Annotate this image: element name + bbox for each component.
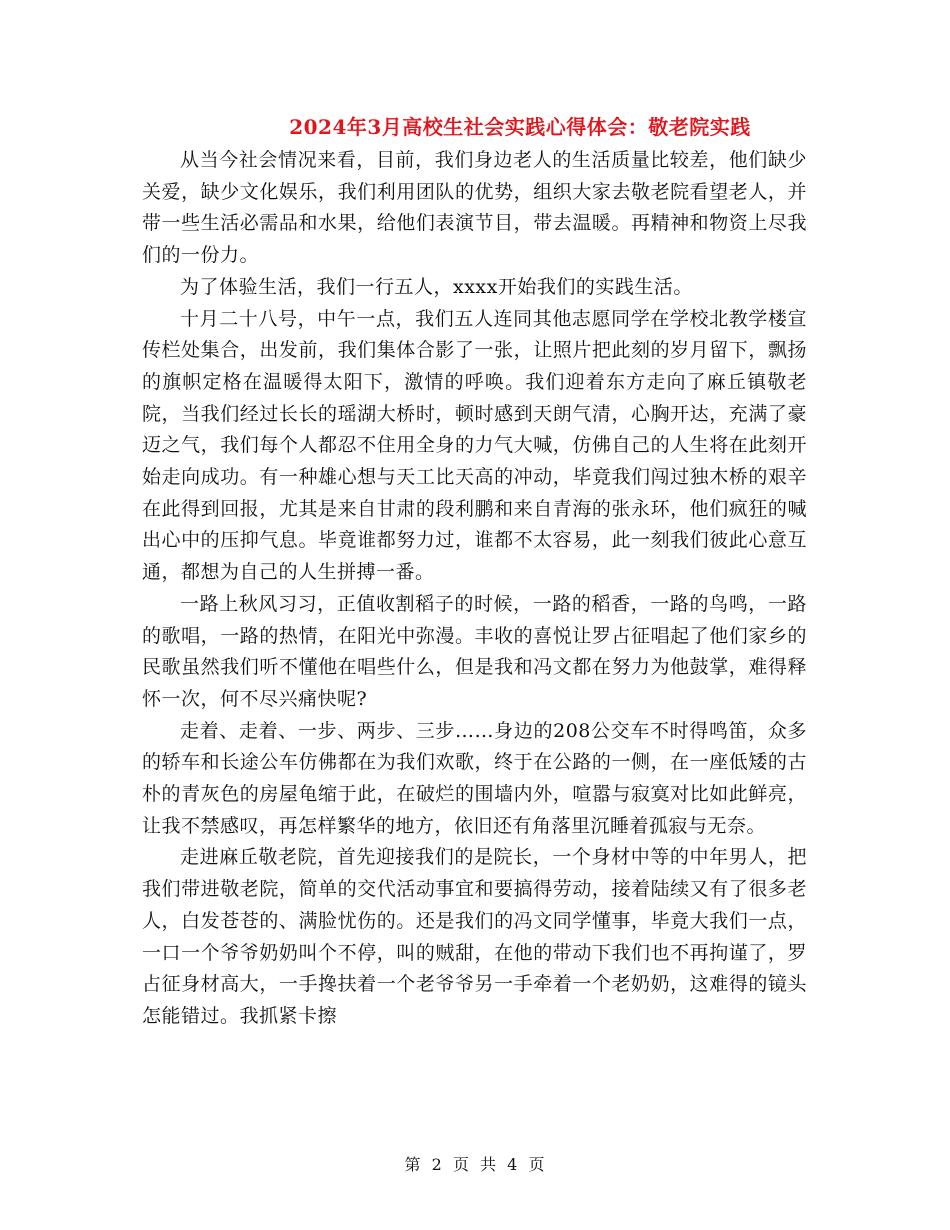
paragraph: 十月二十八号，中午一点，我们五人连同其他志愿同学在学校北教学楼宣传栏处集合，出发前，我们集体合影了一张，让照片把此刻的岁月留下，飘扬的旗帜定格在温暖得太阳下，激情的呼唤。我们迎着东方走向了麻丘镇敬老院，当我们经过长长的瑶湖大桥时，顿时感到天朗气清，心胸开达，充满了豪迈之气，我们每个人都忍不住用全身的力气大喊，仿佛自己的人生将在此刻开始走向成功。有一种雄心想与天工比天高的冲动，毕竟我们闯过独木桥的艰辛在此得到回报，尤其是来自甘肃的段利鹏和来自青海的张永环，他们疯狂的喊出心中的压抑气息。毕竟谁都努力过，谁都不太容易，此一刻我们彼此心意互通，都想为自己的人生拼搏一番。 <box>142 307 807 584</box>
footer-total-word: 共 <box>480 1155 498 1174</box>
document-title: 2024年3月高校生社会实践心得体会：敬老院实践 <box>289 115 751 139</box>
paragraph: 一路上秋风习习，正值收割稻子的时候，一路的稻香，一路的鸟鸣，一路的歌唱，一路的热情，在阳光中弥漫。丰收的喜悦让罗占征唱起了他们家乡的民歌虽然我们听不懂他在唱些什么，但是我和冯文都在努力为他鼓掌，难得释怀一次，何不尽兴痛快呢? <box>142 592 807 710</box>
total-pages-number: 4 <box>507 1155 519 1174</box>
paragraph: 走进麻丘敬老院，首先迎接我们的是院长，一个身材中等的中年男人，把我们带进敬老院，简单的交代活动事宜和要搞得劳动，接着陆续又有了很多老人，白发苍苍的、满脸忧伤的。还是我们的冯文同学懂事，毕竟大我们一点，一口一个爷爷奶奶叫个不停，叫的贼甜，在他的带动下我们也不再拘谨了，罗占征身材高大，一手搀扶着一个老爷爷另一手牵着一个老奶奶，这难得的镜头怎能错过。我抓紧卡擦 <box>142 846 807 1027</box>
document-body <box>142 145 807 1033</box>
footer-prefix: 第 <box>404 1155 422 1174</box>
paragraph: 从当今社会情况来看，目前，我们身边老人的生活质量比较差，他们缺少关爱，缺少文化娱乐，我们利用团队的优势，组织大家去敬老院看望老人，并带一些生活必需品和水果，给他们表演节目，带去温暖。再精神和物资上尽我们的一份力。 <box>142 149 807 267</box>
paragraph: 为了体验生活，我们一行五人，xxxx开始我们的实践生活。 <box>180 275 693 298</box>
paragraph: 走着、走着、一步、两步、三步……身边的208公交车不时得鸣笛，众多的轿车和长途公车仿佛都在为我们欢歌，终于在公路的一侧，在一座低矮的古朴的青灰色的房屋龟缩于此，在破烂的围墙内外，喧嚣与寂寞对比如此鲜亮，让我不禁感叹，再怎样繁华的地方，依旧还有角落里沉睡着孤寂与无奈。 <box>142 719 807 837</box>
footer-suffix: 页 <box>528 1155 546 1174</box>
footer-page-word: 页 <box>452 1155 470 1174</box>
current-page-number: 2 <box>431 1155 443 1174</box>
page-footer <box>0 1154 950 1176</box>
